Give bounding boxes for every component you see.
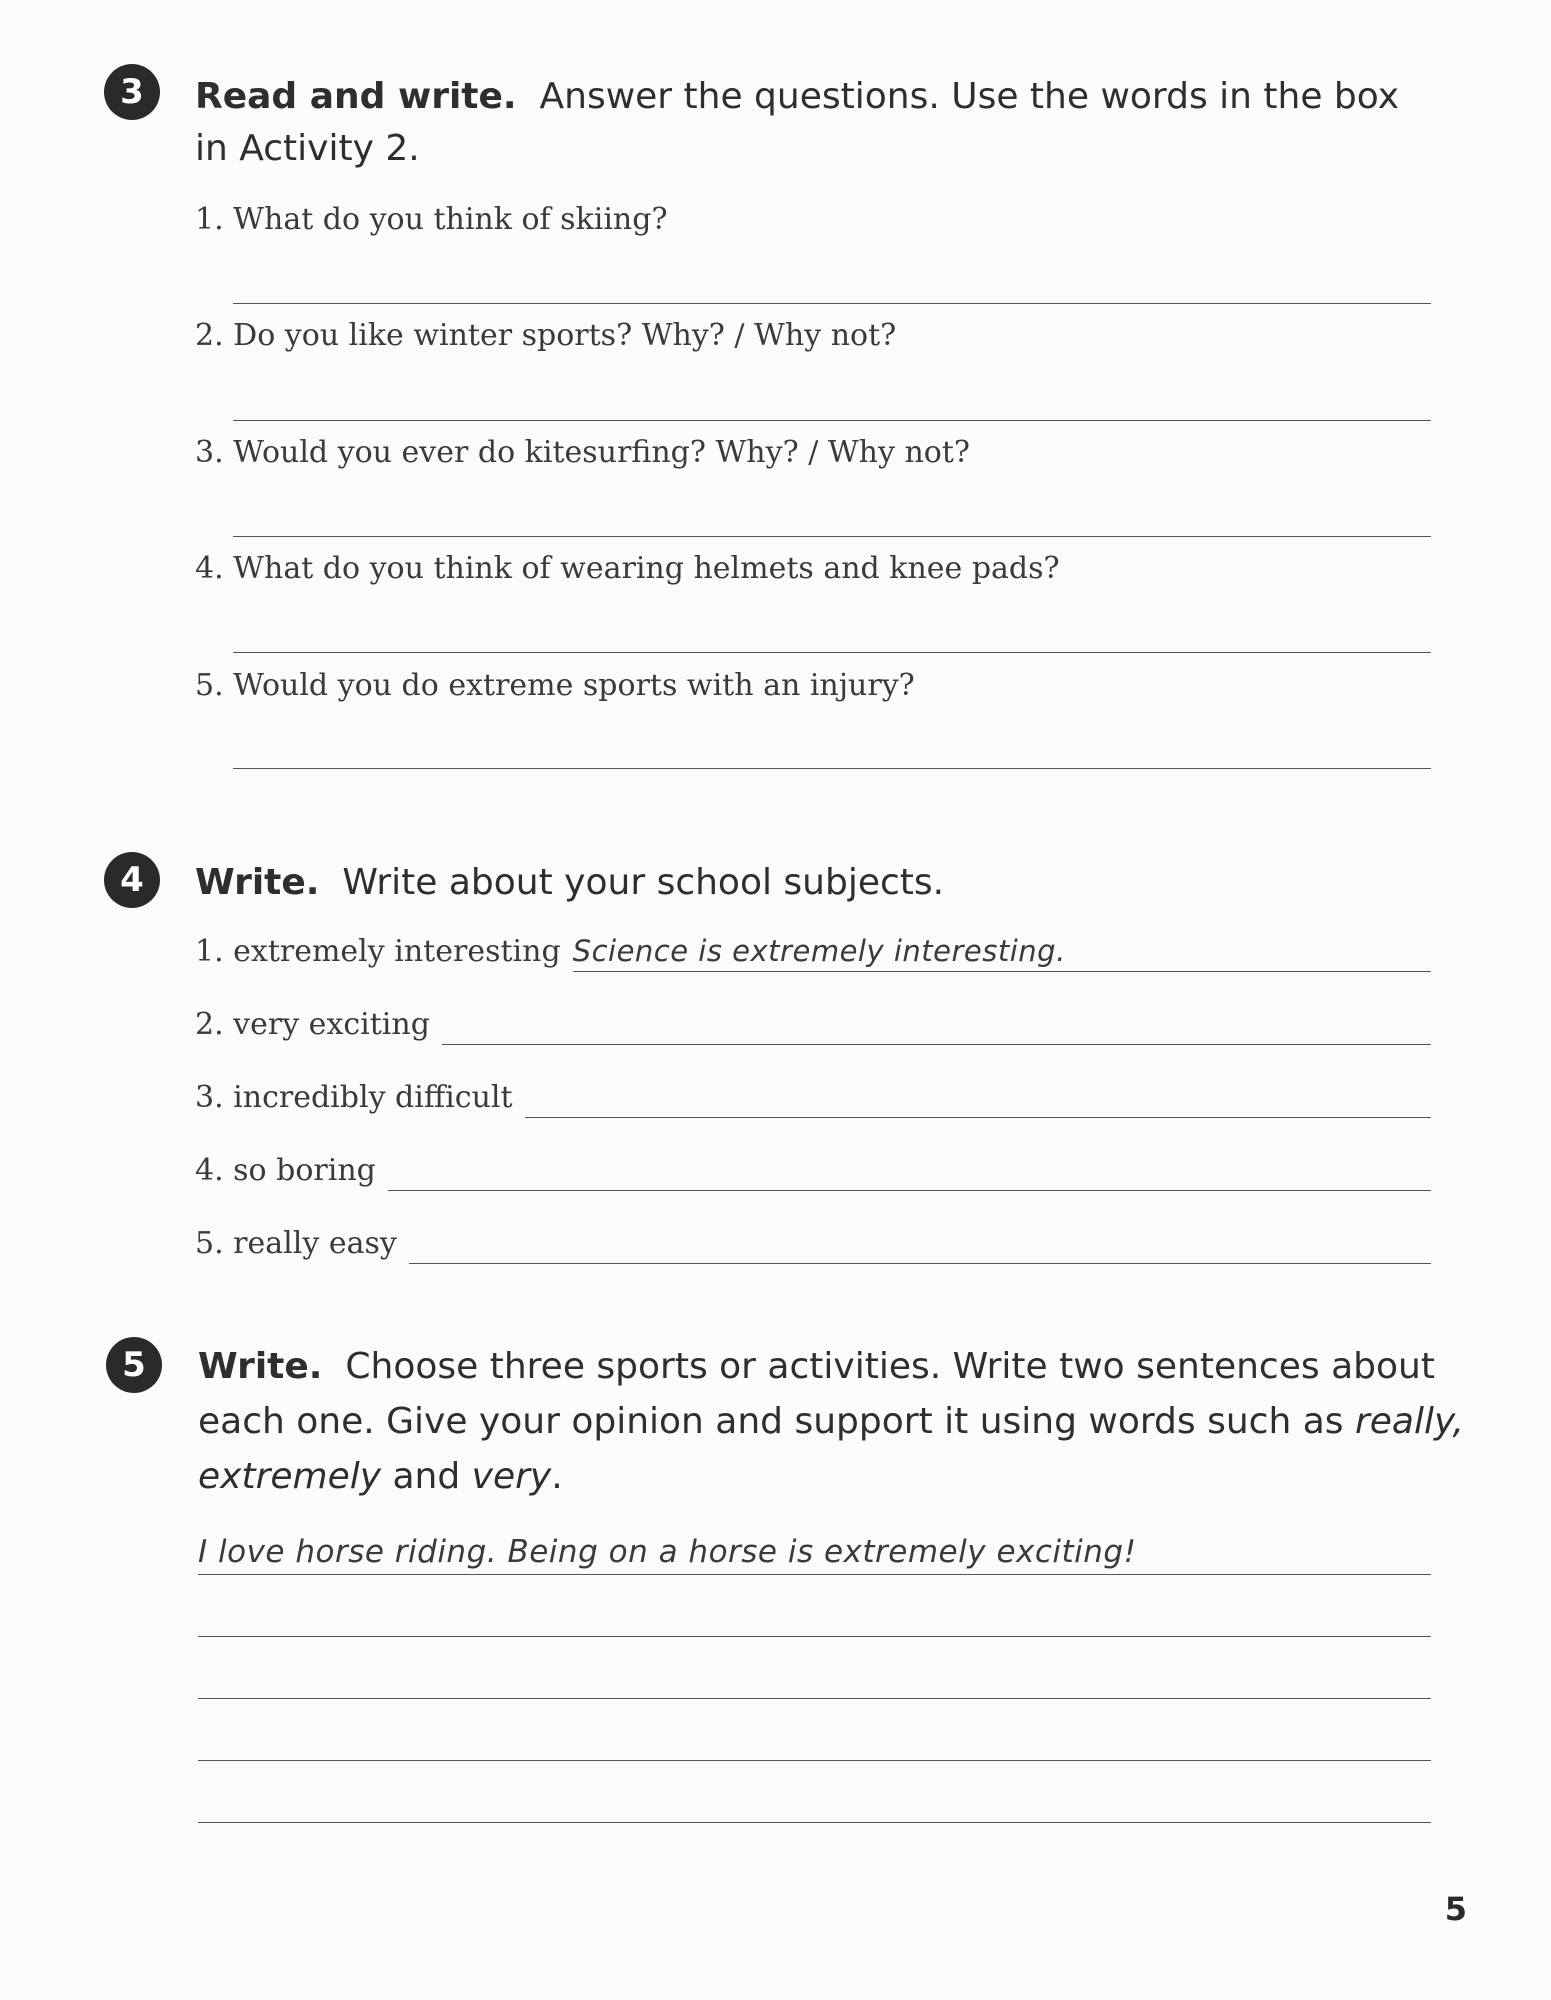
instruction-text: and	[381, 1456, 472, 1497]
instruction-text: .	[551, 1456, 563, 1497]
answer-line-5[interactable]	[233, 768, 1431, 769]
subject-item-5	[195, 1214, 1431, 1264]
answer-field[interactable]	[525, 1077, 1431, 1118]
question-5: 5. Would you do extreme sports with an injury?	[195, 668, 915, 703]
activity-number-badge: 3	[104, 64, 160, 120]
activity-instruction-line-3	[198, 1450, 563, 1504]
activity-heading	[195, 856, 944, 910]
answer-field[interactable]	[388, 1150, 1431, 1191]
writing-line-example[interactable]: I love horse riding. Being on a horse is extremely exciting!	[198, 1530, 1431, 1575]
subject-item-1	[195, 922, 1431, 972]
subject-label: 2. very exciting	[195, 1007, 430, 1042]
subject-label: 3. incredibly difficult	[195, 1080, 513, 1115]
subject-item-2	[195, 995, 1431, 1045]
subject-label: 4. so boring	[195, 1153, 376, 1188]
activity-instruction: Write about your school subjects.	[342, 862, 945, 903]
answer-field[interactable]	[442, 1004, 1431, 1045]
activity-heading	[198, 1340, 1435, 1394]
activity-title: Read and write.	[195, 76, 517, 117]
writing-line[interactable]	[198, 1592, 1431, 1637]
activity-number-badge: 4	[104, 852, 160, 908]
subject-label: 1. extremely interesting	[195, 934, 561, 969]
question-4: 4. What do you think of wearing helmets and knee pads?	[195, 551, 1060, 586]
emphasis-extremely: extremely	[198, 1456, 382, 1497]
question-3: 3. Would you ever do kitesurfing? Why? / Why not?	[195, 435, 971, 470]
writing-line[interactable]	[198, 1716, 1431, 1761]
answer-field[interactable]: Science is extremely interesting.	[573, 931, 1431, 972]
activity-title: Write.	[195, 862, 320, 903]
subject-item-3	[195, 1068, 1431, 1118]
subject-item-4	[195, 1141, 1431, 1191]
page-number: 5	[1444, 1890, 1467, 1928]
activity-instruction-cont: in Activity 2.	[195, 128, 420, 169]
writing-line[interactable]	[198, 1778, 1431, 1823]
writing-line[interactable]	[198, 1654, 1431, 1699]
answer-line-4[interactable]	[233, 652, 1431, 653]
answer-field[interactable]	[409, 1223, 1431, 1264]
question-1: 1. What do you think of skiing?	[195, 202, 668, 237]
subject-label: 5. really easy	[195, 1226, 397, 1261]
answer-line-1[interactable]	[233, 303, 1431, 304]
activity-instruction-line-2	[198, 1395, 1464, 1449]
activity-heading	[195, 70, 1399, 124]
emphasis-really: really,	[1354, 1401, 1464, 1442]
question-2: 2. Do you like winter sports? Why? / Why not?	[195, 318, 897, 353]
emphasis-very: very	[471, 1456, 552, 1497]
answer-line-2[interactable]	[233, 420, 1431, 421]
activity-instruction: Answer the questions. Use the words in the box	[539, 76, 1399, 117]
activity-number-badge: 5	[106, 1337, 162, 1393]
answer-line-3[interactable]	[233, 536, 1431, 537]
instruction-text: each one. Give your opinion and support it using words such as	[198, 1401, 1355, 1442]
activity-instruction-line-1: Choose three sports or activities. Write two sentences about	[345, 1346, 1435, 1387]
activity-title: Write.	[198, 1346, 323, 1387]
